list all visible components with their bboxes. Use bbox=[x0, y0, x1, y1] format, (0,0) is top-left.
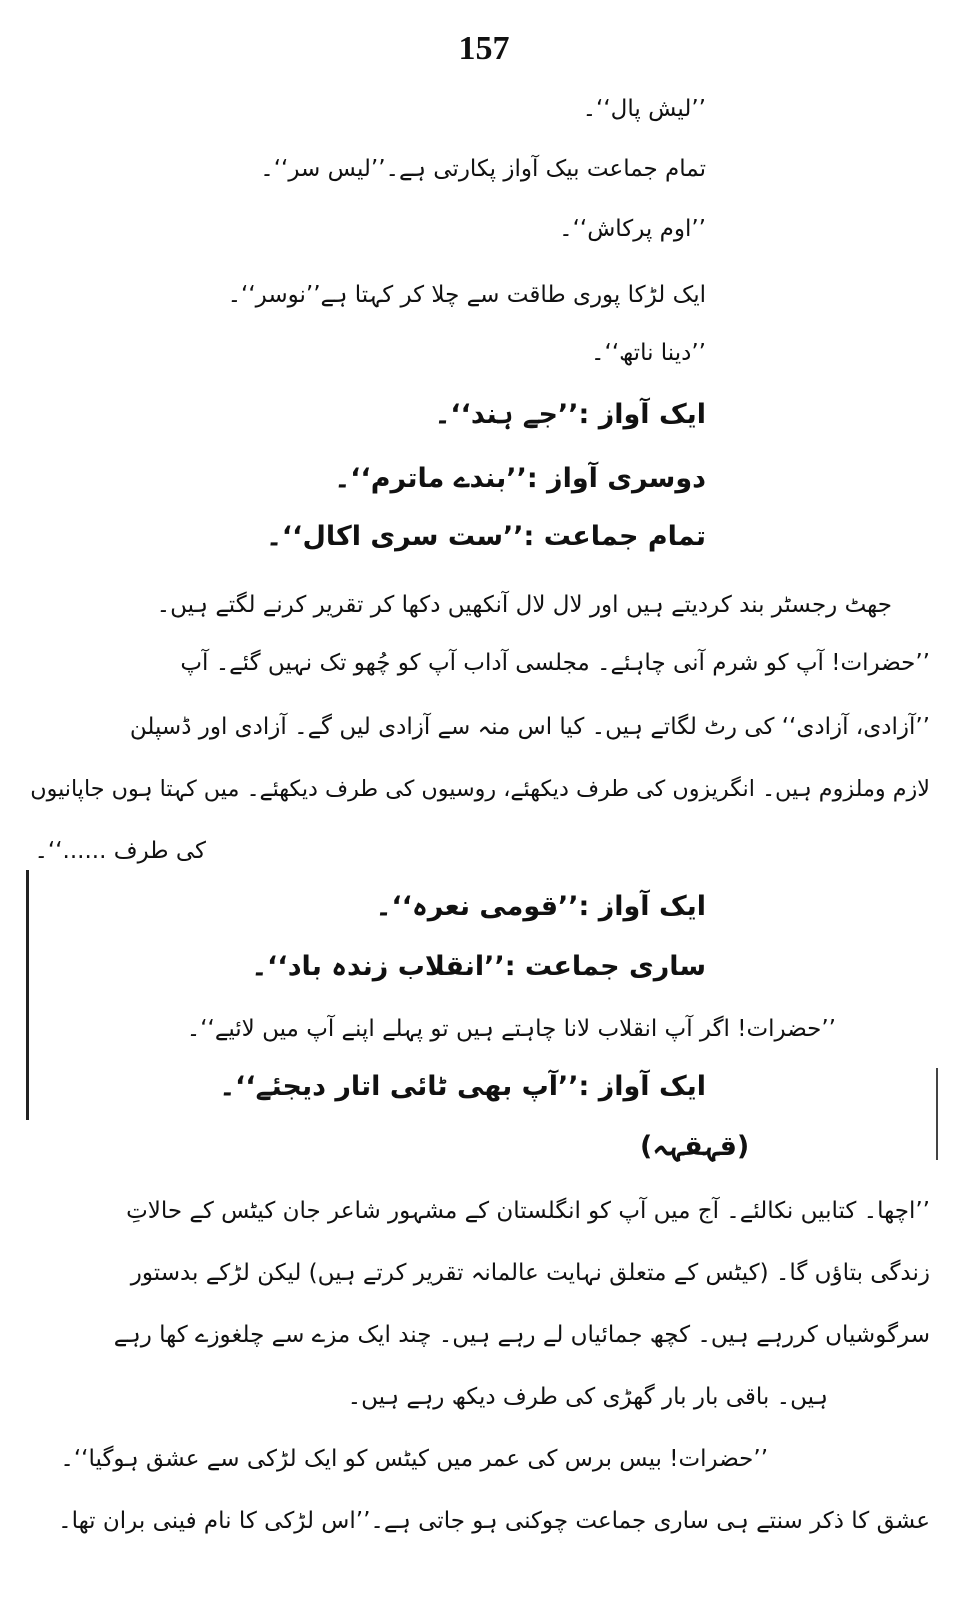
scan-margin-line bbox=[26, 870, 29, 1120]
text-line: ’’اچھا۔ کتابیں نکالئے۔ آج میں آپ کو انگلستان کے مشہور شاعر جان کیٹس کے حالاتِ bbox=[126, 1198, 930, 1224]
scan-edge-line bbox=[936, 1068, 938, 1160]
text-line: ایک لڑکا پوری طاقت سے چلا کر کہتا ہے’’نوسر‘‘۔ bbox=[227, 282, 706, 308]
text-line: ’’حضرات! اگر آپ انقلاب لانا چاہتے ہیں تو پہلے اپنے آپ میں لائیے‘‘۔ bbox=[186, 1016, 836, 1042]
text-line: زندگی بتاؤں گا۔ (کیٹس کے متعلق نہایت عالمانہ تقریر کرتے ہیں) لیکن لڑکے بدستور bbox=[130, 1260, 930, 1286]
text-line: ’’لیش پال‘‘۔ bbox=[582, 96, 706, 122]
speaker-line: ایک آواز :’’قومی نعرہ‘‘۔ bbox=[375, 891, 706, 922]
text-line: تمام جماعت بیک آواز پکارتی ہے۔’’لیس سر‘‘۔ bbox=[260, 156, 706, 182]
text-line: ہیں۔ باقی بار بار گھڑی کی طرف دیکھ رہے ہیں۔ bbox=[347, 1384, 828, 1410]
speaker-line: تمام جماعت :’’ست سری اکال‘‘۔ bbox=[266, 521, 706, 552]
speaker-line: ساری جماعت :’’انقلاب زندہ باد‘‘۔ bbox=[251, 951, 706, 982]
text-line: ’’آزادی، آزادی‘‘ کی رٹ لگاتے ہیں۔ کیا اس منہ سے آزادی لیں گے۔ آزادی اور ڈسپلن bbox=[129, 714, 930, 740]
text-line: سرگوشیاں کررہے ہیں۔ کچھ جمائیاں لے رہے ہیں۔ چند ایک مزے سے چلغوزے کھا رہے bbox=[113, 1322, 930, 1348]
speaker-line: ایک آواز :’’آپ بھی ٹائی اتار دیجئے‘‘۔ bbox=[219, 1071, 706, 1102]
text-line: جھٹ رجسٹر بند کردیتے ہیں اور لال لال آنکھیں دکھا کر تقریر کرنے لگتے ہیں۔ bbox=[156, 592, 892, 618]
laughter-note: (قہقہہ) bbox=[640, 1131, 750, 1162]
text-line: ’’اوم پرکاش‘‘۔ bbox=[559, 216, 706, 242]
speaker-line: ایک آواز :’’جے ہند‘‘۔ bbox=[434, 399, 706, 430]
text-line: لازم وملزوم ہیں۔ انگریزوں کی طرف دیکھئے، روسیوں کی طرف دیکھئے۔ میں کہتا ہوں جاپانیوں bbox=[30, 776, 930, 802]
text-line: ’’دینا ناتھ‘‘۔ bbox=[591, 340, 706, 366]
text-line: کی طرف ......‘‘۔ bbox=[34, 838, 206, 864]
text-line: ’’حضرات! بیس برس کی عمر میں کیٹس کو ایک لڑکی سے عشق ہوگیا‘‘۔ bbox=[60, 1446, 768, 1472]
text-line: عشق کا ذکر سنتے ہی ساری جماعت چوکنی ہو جاتی ہے۔’’اس لڑکی کا نام فینی بران تھا۔ bbox=[58, 1508, 930, 1534]
text-line: ’’حضرات! آپ کو شرم آنی چاہئے۔ مجلسی آداب آپ کو چُھو تک نہیں گئے۔ آپ bbox=[180, 650, 930, 676]
page-number: 157 bbox=[458, 30, 510, 67]
speaker-line: دوسری آواز :’’بندے ماترم‘‘۔ bbox=[334, 463, 706, 494]
